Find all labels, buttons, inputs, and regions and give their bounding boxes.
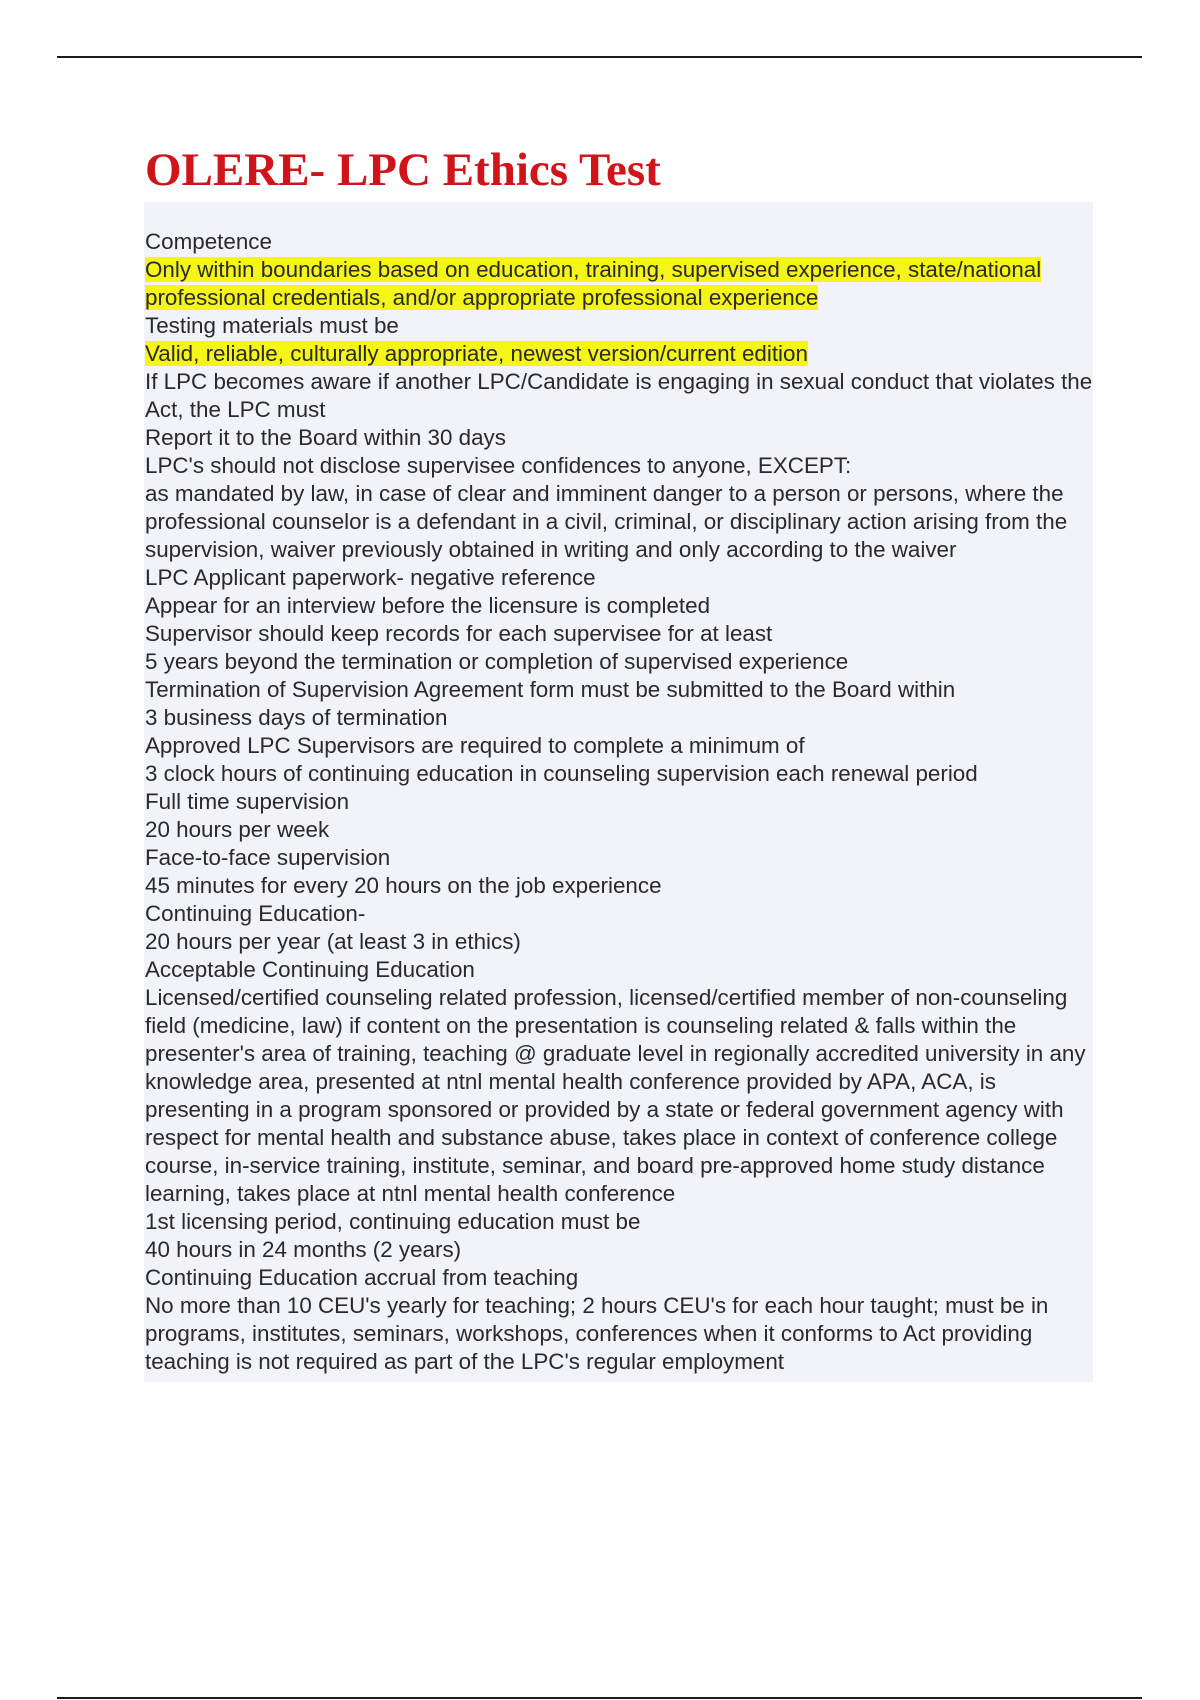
text-line xyxy=(145,228,1093,256)
text-line xyxy=(145,1208,1093,1236)
text-line-content: Testing materials must be xyxy=(145,313,399,338)
text-line xyxy=(145,900,1093,928)
text-line xyxy=(145,424,1093,452)
text-line xyxy=(145,872,1093,900)
highlighted-text-line xyxy=(145,340,1093,368)
highlighted-text-line xyxy=(145,256,1093,312)
text-line xyxy=(145,760,1093,788)
text-line-content: 3 clock hours of continuing education in counseling supervision each renewal period xyxy=(145,761,978,786)
text-line xyxy=(145,816,1093,844)
text-line-content: Termination of Supervision Agreement form must be submitted to the Board within xyxy=(145,677,956,702)
text-line-content: 20 hours per year (at least 3 in ethics) xyxy=(145,929,521,954)
text-line xyxy=(145,648,1093,676)
text-line-content: Full time supervision xyxy=(145,789,350,814)
text-line xyxy=(145,676,1093,704)
text-line-content: Acceptable Continuing Education xyxy=(145,957,475,982)
text-line-content: Only within boundaries based on education, training, supervised experience, state/national professional credentials, and/or appropriate professional experience xyxy=(145,257,1042,310)
text-line xyxy=(145,844,1093,872)
text-line-content: 1st licensing period, continuing education must be xyxy=(145,1209,641,1234)
text-line-content: No more than 10 CEU's yearly for teaching; 2 hours CEU's for each hour taught; must be in programs, institutes, seminars, workshops, conferences when it conforms to Act providing teaching is not required as part of the LPC's regular employment xyxy=(145,1293,1049,1374)
text-line xyxy=(145,312,1093,340)
text-line xyxy=(145,732,1093,760)
text-line-content: Report it to the Board within 30 days xyxy=(145,425,506,450)
text-line-content: 45 minutes for every 20 hours on the job experience xyxy=(145,873,662,898)
text-line-content: Competence xyxy=(145,229,272,254)
text-line-content: 3 business days of termination xyxy=(145,705,448,730)
text-line-content: Approved LPC Supervisors are required to complete a minimum of xyxy=(145,733,805,758)
text-line-content: Continuing Education- xyxy=(145,901,366,926)
text-line-content: 20 hours per week xyxy=(145,817,330,842)
text-line-content: 5 years beyond the termination or completion of supervised experience xyxy=(145,649,849,674)
study-content xyxy=(144,202,1093,1382)
text-line xyxy=(145,620,1093,648)
text-line xyxy=(145,592,1093,620)
text-line-content: Valid, reliable, culturally appropriate, newest version/current edition xyxy=(145,341,808,366)
text-line xyxy=(145,1292,1093,1376)
text-line xyxy=(145,788,1093,816)
text-line-content: Continuing Education accrual from teaching xyxy=(145,1265,579,1290)
text-line-content: LPC's should not disclose supervisee confidences to anyone, EXCEPT: xyxy=(145,453,852,478)
text-line-content: If LPC becomes aware if another LPC/Candidate is engaging in sexual conduct that violates the Act, the LPC must xyxy=(145,369,1093,422)
text-line xyxy=(145,480,1093,564)
text-line xyxy=(145,984,1093,1208)
text-line xyxy=(145,704,1093,732)
text-line xyxy=(145,564,1093,592)
text-line-content: Appear for an interview before the licensure is completed xyxy=(145,593,711,618)
text-line-content: 40 hours in 24 months (2 years) xyxy=(145,1237,462,1262)
text-line xyxy=(145,368,1093,424)
text-line xyxy=(145,956,1093,984)
header-rule xyxy=(57,56,1142,58)
text-line-content: Licensed/certified counseling related profession, licensed/certified member of non-counseling field (medicine, law) if content on the presentation is counseling related & falls within the presenter's area of training, teaching @ graduate level in regionally accredited university in any knowledge area, presented at ntnl mental health conference provided by APA, ACA, is presenting in a program sponsored or provided by a state or federal government agency with respect for mental health and substance abuse, takes place in context of conference college course, in-service training, institute, seminar, and board pre-approved home study distance learning, takes place at ntnl mental health conference xyxy=(145,985,1086,1206)
document-title: OLERE- LPC Ethics Test xyxy=(145,144,661,196)
text-line xyxy=(145,452,1093,480)
text-line-content: Face-to-face supervision xyxy=(145,845,391,870)
text-line xyxy=(145,928,1093,956)
text-line xyxy=(145,1236,1093,1264)
text-line xyxy=(145,1264,1093,1292)
footer-rule xyxy=(57,1697,1142,1699)
text-line-content: LPC Applicant paperwork- negative reference xyxy=(145,565,596,590)
text-line-content: as mandated by law, in case of clear and imminent danger to a person or persons, where the professional counselor is a defendant in a civil, criminal, or disciplinary action arising from the supervision, waiver previously obtained in writing and only according to the waiver xyxy=(145,481,1068,562)
text-line-content: Supervisor should keep records for each supervisee for at least xyxy=(145,621,773,646)
